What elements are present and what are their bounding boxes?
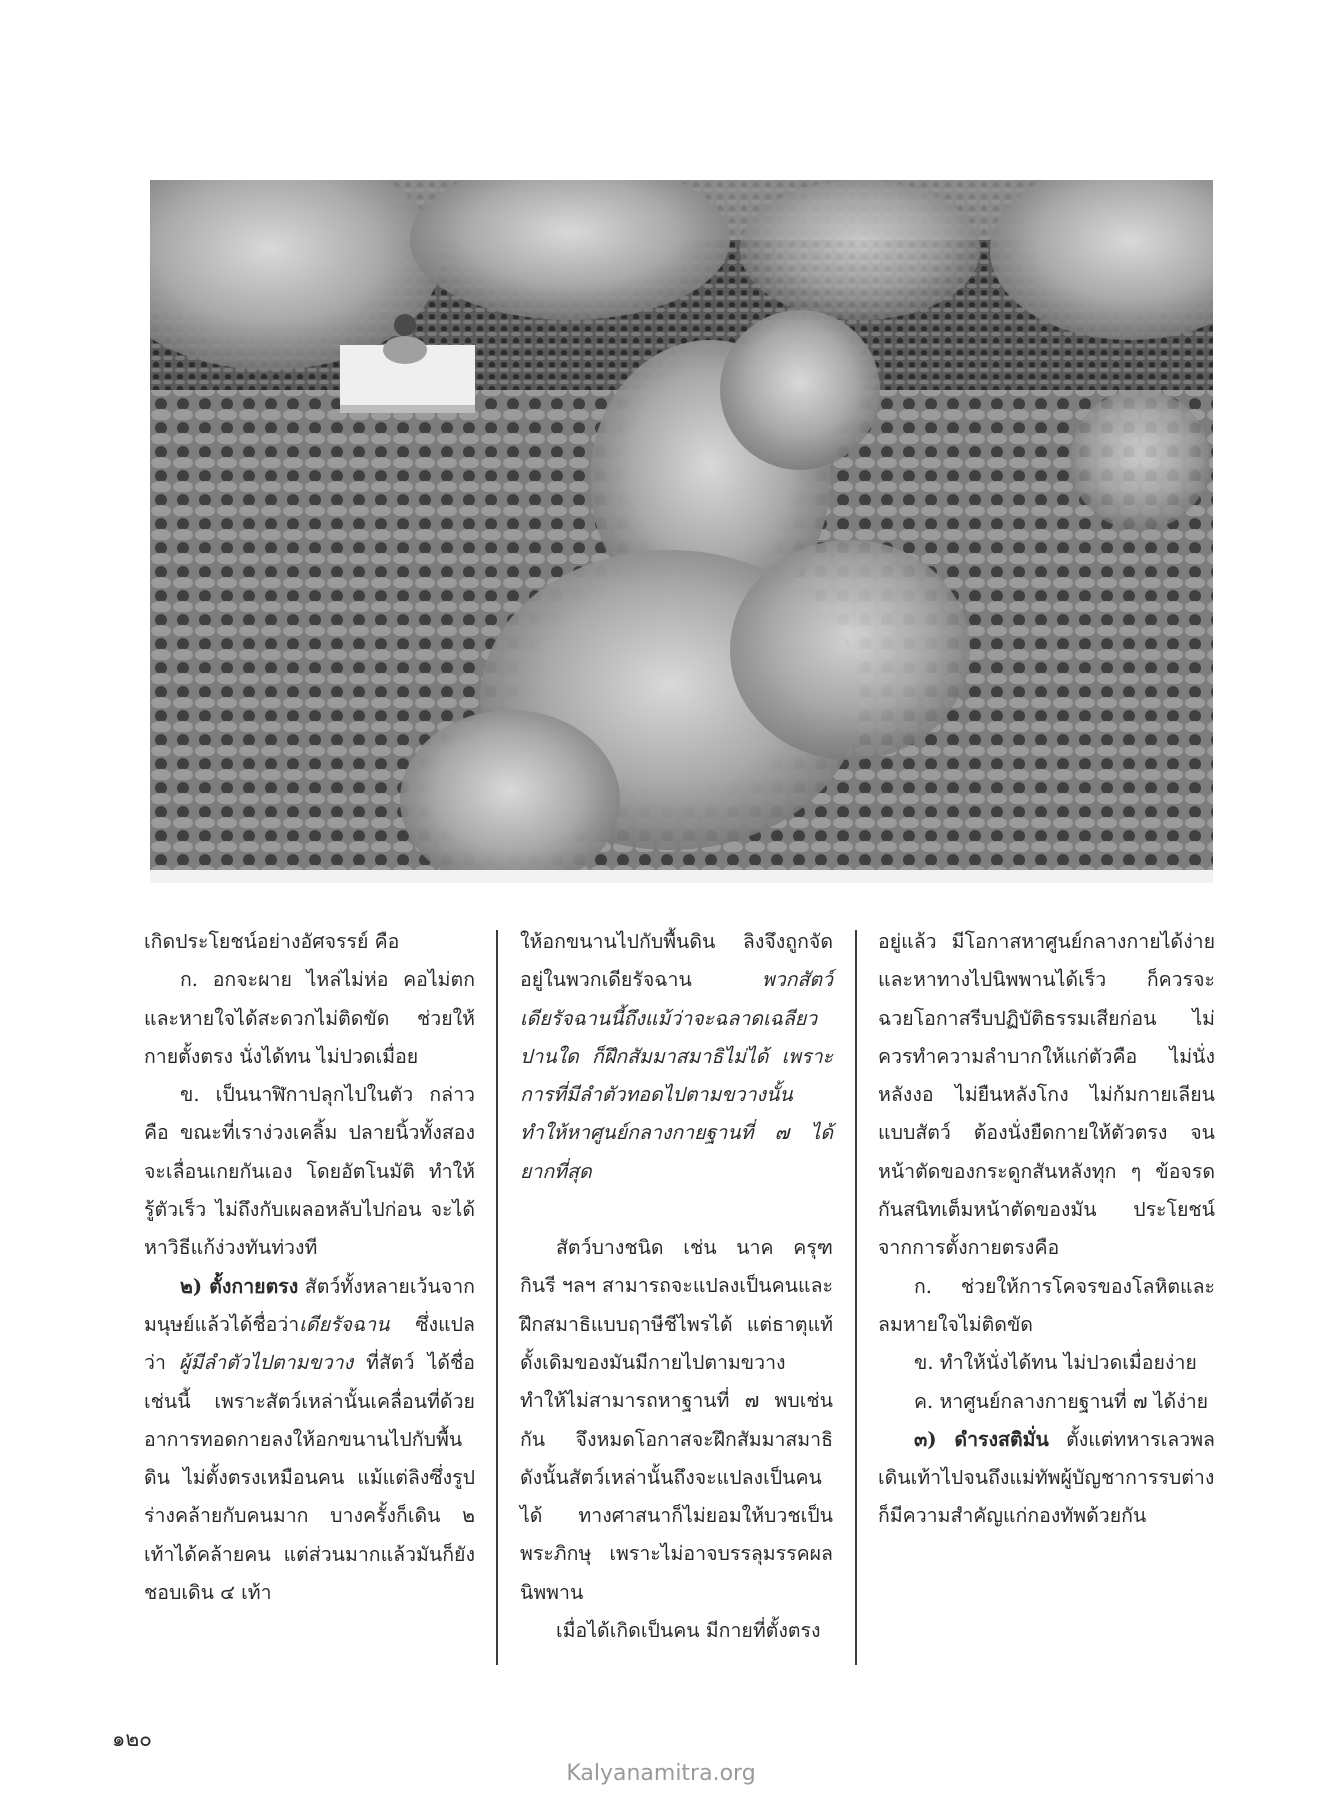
paragraph: สัตว์บางชนิด เช่น นาค ครุฑ กินรี ฯลฯ สามารถจะแปลงเป็นคนและฝึกสมาธิแบบฤาษีชีไพรได้ แต่ธาตุแท้ดั้งเดิมของมันมีกายไปตามขวาง ทำให้ไม่สามารถหาฐานที่ ๗ พบเช่นกัน จึงหมดโอกาสจะฝึกสัมมาสมาธิ ดังนั้นสัตว์เหล่านั้นถึงจะแปลงเป็นคนได้ ทางศาสนาก็ไม่ยอมให้บวชเป็นพระภิกษุ เพราะไม่อาจบรรลุมรรคผลนิพพาน (520, 1236, 833, 1604)
paragraph: เกิดประโยชน์อย่างอัศจรรย์ คือ (144, 930, 400, 953)
section-heading: ๒) ตั้งกายตรง (180, 1274, 299, 1298)
paragraph: ก. ช่วยให้การโคจรของโลหิตและลมหายใจไม่ติดขัด (878, 1274, 1215, 1336)
text-column-2 (520, 923, 833, 1650)
meditation-photo (150, 180, 1213, 883)
paragraph: ค. หาศูนย์กลางกายฐานที่ ๗ ได้ง่าย (914, 1389, 1209, 1413)
paragraph: ๒) ตั้งกายตรง สัตว์ทั้งหลายเว้นจากมนุษย์แล้วได้ชื่อว่าเดียรัจฉาน ซึ่งแปลว่า ผู้มีลำตัวไปตามขวาง ที่สัตว์ ได้ชื่อเช่นนี้ เพราะสัตว์เหล่านั้นเคลื่อนที่ด้วยอาการทอดกายลงให้อกขนานไปกับพื้นดิน ไม่ตั้งตรงเหมือนคน แม้แต่ลิงซึ่งรูปร่างคล้ายกับคนมาก บางครั้งก็เดิน ๒ เท้าได้คล้ายคน แต่ส่วนมากแล้วมันก็ยังชอบเดิน ๔ เท้า (144, 1274, 475, 1605)
paragraph: ข. ทำให้นั่งได้ทน ไม่ปวดเมื่อยง่าย (914, 1351, 1197, 1375)
column-divider (855, 930, 857, 1665)
column-divider (496, 930, 498, 1665)
paragraph: ๓) ดำรงสติมั่น ตั้งแต่ทหารเลวพลเดินเท้าไปจนถึงแม่ทัพผู้บัญชาการรบต่างก็มีความสำคัญแก่กองทัพด้วยกัน (878, 1427, 1215, 1528)
text-column-1 (144, 923, 475, 1612)
page-number: ๑๒๐ (112, 1727, 152, 1751)
watermark: Kalyanamitra.org (566, 1761, 756, 1786)
italic-emphasis: พวกสัตว์เดียรัจฉานนี้ถึงแม้ว่าจะฉลาดเฉลียวปานใด ก็ฝึกสัมมาสมาธิไม่ได้ เพราะการที่มีลำตัวทอดไปตามขวางนั้น ทำให้หาศูนย์กลางกายฐานที่ ๗ ได้ยากที่สุด (520, 968, 833, 1183)
paragraph: ข. เป็นนาฬิกาปลุกไปในตัว กล่าวคือ ขณะที่เราง่วงเคลิ้ม ปลายนิ้วทั้งสองจะเลื่อนเกยกันเอง โดยอัตโนมัติ ทำให้รู้ตัวเร็ว ไม่ถึงกับเผลอหลับไปก่อน จะได้หาวิธีแก้ง่วงทันท่วงที (144, 1083, 475, 1260)
paragraph: ให้อกขนานไปกับพื้นดิน ลิงจึงถูกจัดอยู่ในพวกเดียรัจฉาน พวกสัตว์เดียรัจฉานนี้ถึงแม้ว่าจะฉลาดเฉลียวปานใด ก็ฝึกสัมมาสมาธิไม่ได้ เพราะการที่มีลำตัวทอดไปตามขวางนั้น ทำให้หาศูนย์กลางกายฐานที่ ๗ ได้ยากที่สุด (520, 930, 833, 1183)
section-heading: ๓) ดำรงสติมั่น (914, 1427, 1049, 1451)
text-column-3 (878, 923, 1215, 1536)
paragraph: เมื่อได้เกิดเป็นคน มีกายที่ตั้งตรง (556, 1619, 821, 1643)
paragraph: อยู่แล้ว มีโอกาสหาศูนย์กลางกายได้ง่าย และหาทางไปนิพพานได้เร็ว ก็ควรจะฉวยโอกาสรีบปฏิบัติธรรมเสียก่อน ไม่ควรทำความลำบากให้แก่ตัวคือ ไม่นั่งหลังงอ ไม่ยืนหลังโกง ไม่ก้มกายเลียนแบบสัตว์ ต้องนั่งยืดกายให้ตัวตรง จนหน้าตัดของกระดูกสันหลังทุก ๆ ข้อจรดกันสนิทเต็มหน้าตัดของมัน ประโยชน์จากการตั้งกายตรงคือ (878, 930, 1215, 1260)
paragraph: ก. อกจะผาย ไหล่ไม่ห่อ คอไม่ตก และหายใจได้สะดวกไม่ติดขัด ช่วยให้กายตั้งตรง นั่งได้ทน ไม่ปวดเมื่อย (144, 968, 475, 1068)
